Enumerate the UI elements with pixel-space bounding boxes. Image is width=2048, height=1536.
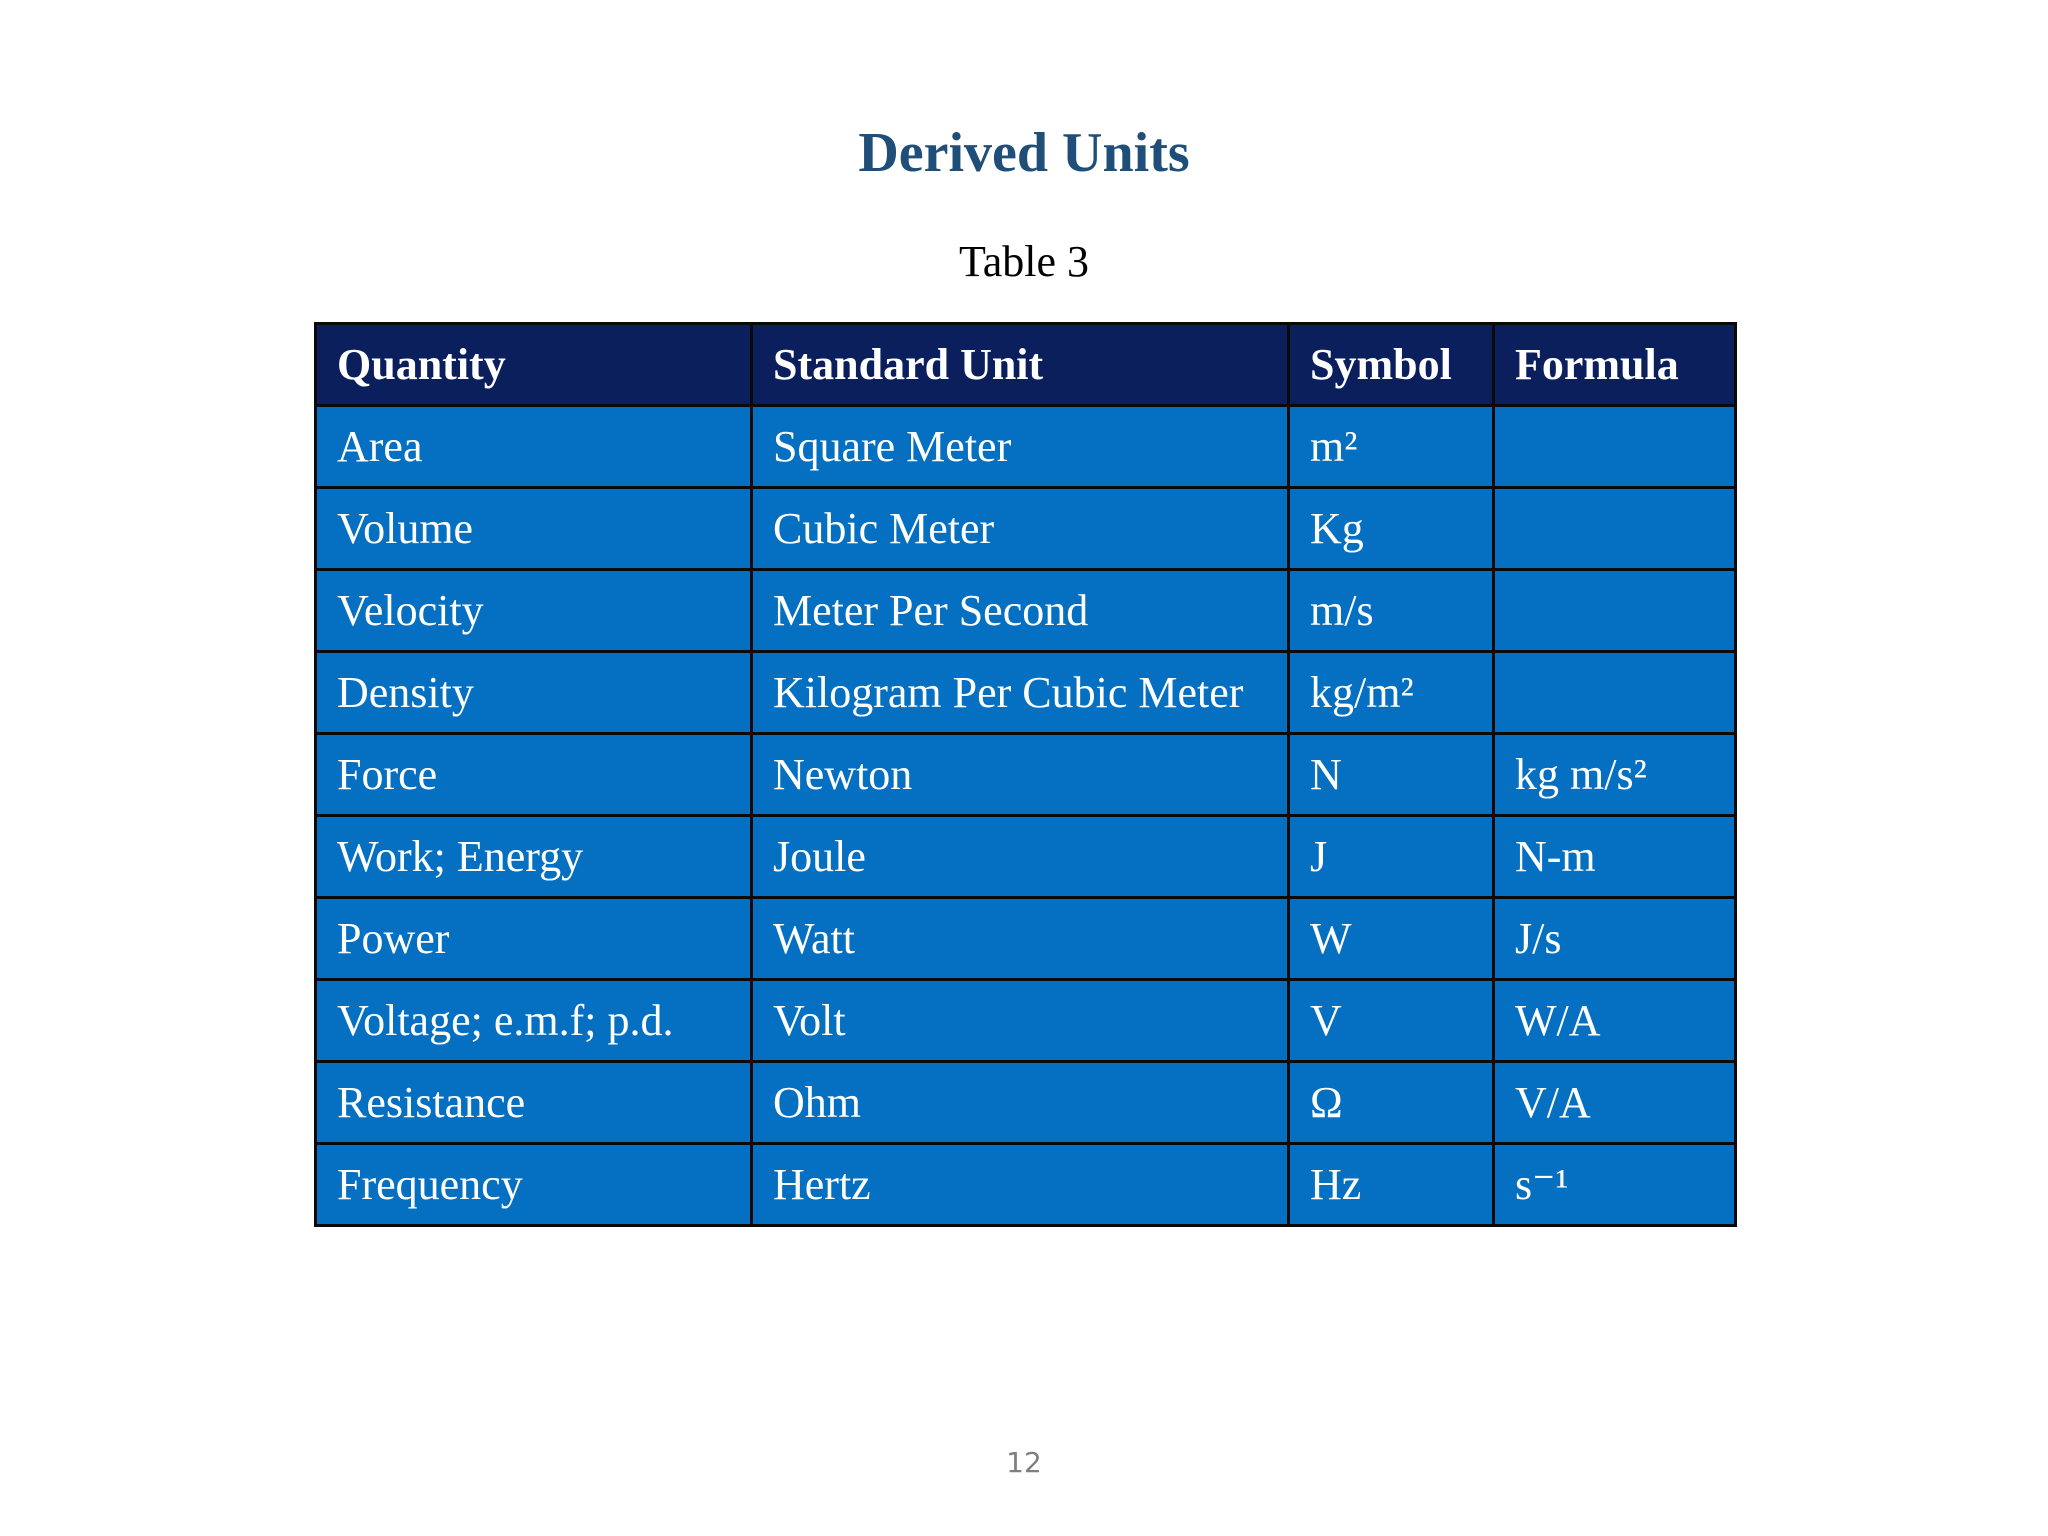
- cell-formula: V/A: [1494, 1062, 1736, 1144]
- cell-symbol: W: [1289, 898, 1494, 980]
- cell-formula: [1494, 570, 1736, 652]
- cell-formula: [1494, 488, 1736, 570]
- cell-symbol: J: [1289, 816, 1494, 898]
- table-row: [316, 980, 1736, 1062]
- table-row: [316, 652, 1736, 734]
- table-row: [316, 1062, 1736, 1144]
- cell-standard-unit: Volt: [752, 980, 1289, 1062]
- cell-quantity: Velocity: [316, 570, 752, 652]
- cell-symbol: Kg: [1289, 488, 1494, 570]
- cell-formula: s⁻¹: [1494, 1144, 1736, 1226]
- cell-quantity: Voltage; e.m.f; p.d.: [316, 980, 752, 1062]
- cell-symbol: Hz: [1289, 1144, 1494, 1226]
- cell-standard-unit: Joule: [752, 816, 1289, 898]
- cell-quantity: Power: [316, 898, 752, 980]
- cell-quantity: Volume: [316, 488, 752, 570]
- table-header-row: [316, 324, 1736, 406]
- cell-quantity: Area: [316, 406, 752, 488]
- header-quantity: Quantity: [316, 324, 752, 406]
- table-caption: Table 3: [958, 237, 1090, 286]
- table-row: [316, 898, 1736, 980]
- cell-quantity: Resistance: [316, 1062, 752, 1144]
- header-formula: Formula: [1494, 324, 1736, 406]
- cell-standard-unit: Ohm: [752, 1062, 1289, 1144]
- slide-title: Derived Units: [858, 122, 1190, 184]
- cell-formula: [1494, 406, 1736, 488]
- cell-standard-unit: Meter Per Second: [752, 570, 1289, 652]
- cell-symbol: V: [1289, 980, 1494, 1062]
- cell-standard-unit: Cubic Meter: [752, 488, 1289, 570]
- table-row: [316, 488, 1736, 570]
- cell-formula: N-m: [1494, 816, 1736, 898]
- header-standard-unit: Standard Unit: [752, 324, 1289, 406]
- cell-quantity: Density: [316, 652, 752, 734]
- cell-symbol: kg/m²: [1289, 652, 1494, 734]
- cell-quantity: Work; Energy: [316, 816, 752, 898]
- cell-formula: W/A: [1494, 980, 1736, 1062]
- cell-standard-unit: Kilogram Per Cubic Meter: [752, 652, 1289, 734]
- header-symbol: Symbol: [1289, 324, 1494, 406]
- cell-formula: kg m/s²: [1494, 734, 1736, 816]
- table-row: [316, 1144, 1736, 1226]
- cell-standard-unit: Newton: [752, 734, 1289, 816]
- cell-quantity: Frequency: [316, 1144, 752, 1226]
- table-row: [316, 816, 1736, 898]
- cell-symbol: m/s: [1289, 570, 1494, 652]
- cell-formula: J/s: [1494, 898, 1736, 980]
- cell-symbol: m²: [1289, 406, 1494, 488]
- cell-quantity: Force: [316, 734, 752, 816]
- table-row: [316, 734, 1736, 816]
- page-number: 12: [1006, 1446, 1042, 1479]
- cell-standard-unit: Watt: [752, 898, 1289, 980]
- cell-standard-unit: Hertz: [752, 1144, 1289, 1226]
- cell-symbol: Ω: [1289, 1062, 1494, 1144]
- derived-units-table: [314, 322, 1737, 1227]
- cell-formula: [1494, 652, 1736, 734]
- cell-symbol: N: [1289, 734, 1494, 816]
- table-row: [316, 406, 1736, 488]
- table-row: [316, 570, 1736, 652]
- cell-standard-unit: Square Meter: [752, 406, 1289, 488]
